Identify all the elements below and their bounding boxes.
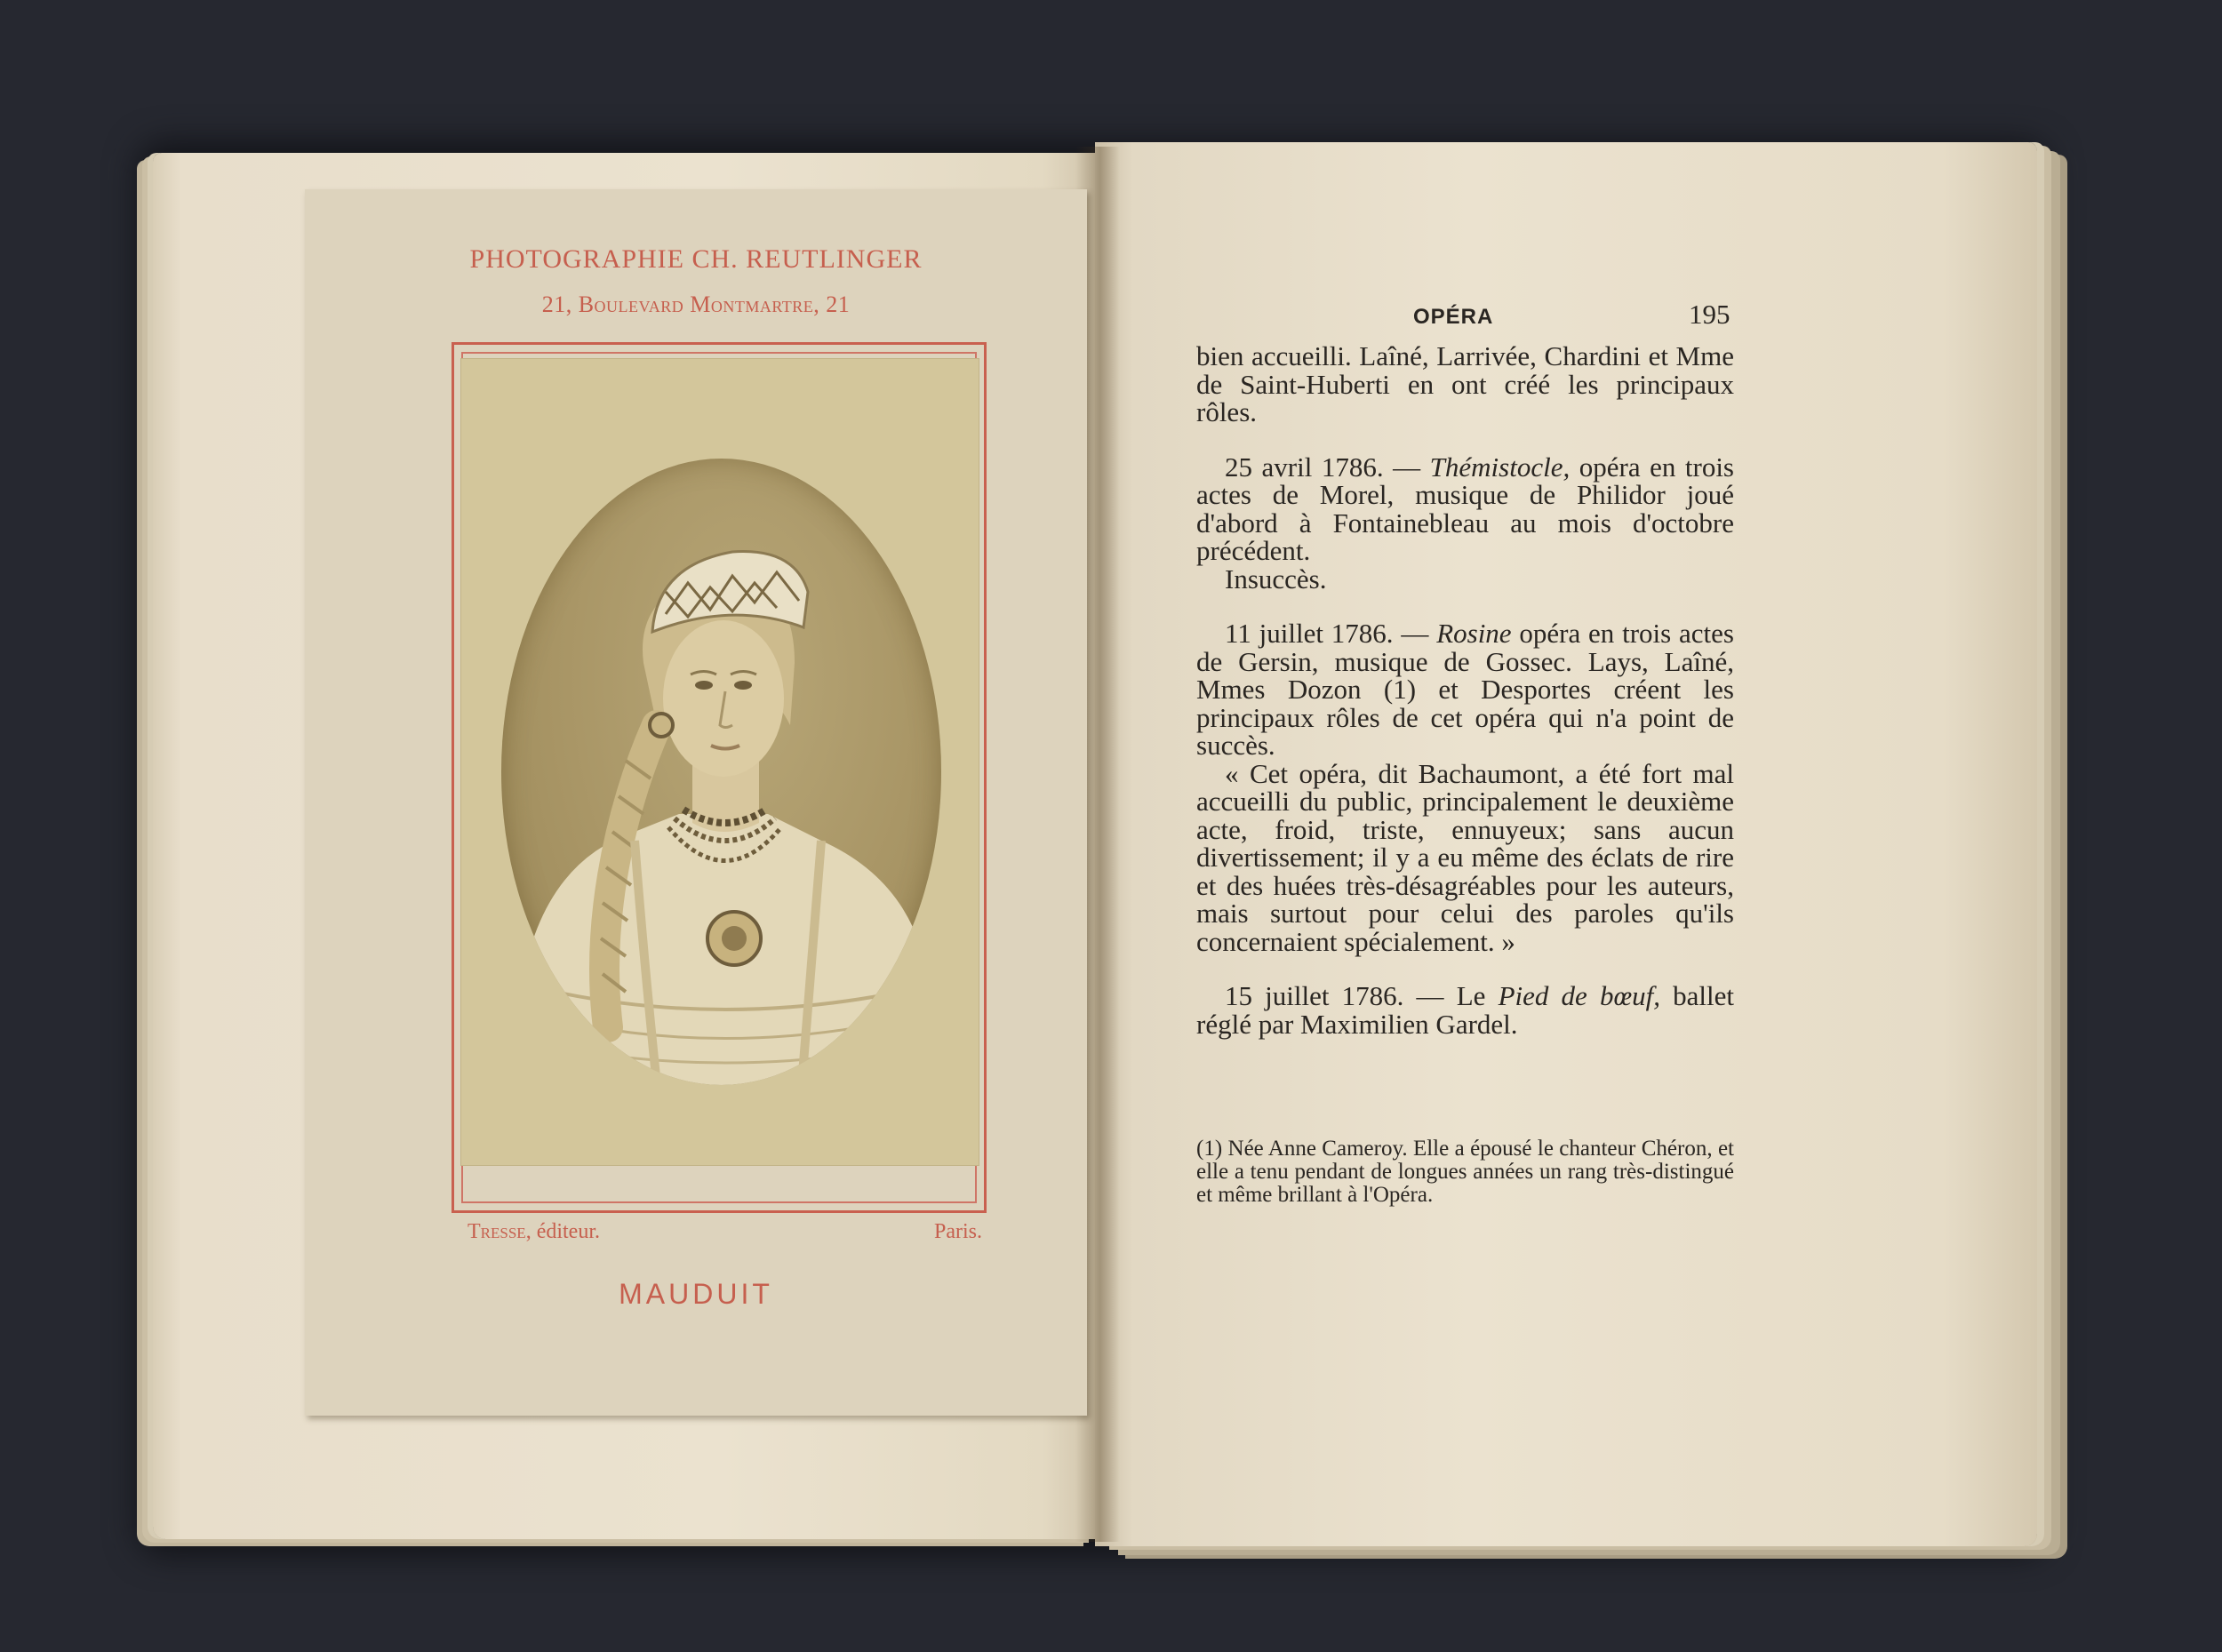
entry-date: 25 avril 1786. — [1225, 451, 1430, 483]
sitter-name: MAUDUIT [619, 1278, 773, 1310]
paragraph: bien accueilli. Laîné, Larrivée, Chardini et Mme de Saint-Huberti en ont créé les principaux rôles. [1196, 340, 1734, 427]
page-number: 195 [1689, 299, 1730, 330]
running-head: OPÉRA [1413, 305, 1494, 329]
paragraph [1196, 453, 1734, 565]
entry-text: ballet réglé par Maximilien Gardel. [1196, 980, 1734, 1040]
paragraph: « Cet opéra, dit Bachaumont, a été fort mal accueilli du public, principalement le deuxième acte, froid, triste, ennuyeux; sans aucun divertissement; il y a eu même des éclats de rire et des huées très-désagréables pour les auteurs, mais surtout pour celui des paroles qu'ils concernaient spécialement. » [1196, 757, 1734, 957]
photo-mount-card [305, 189, 1087, 1416]
paragraph: Insuccès. [1225, 563, 1327, 595]
footnote: (1) Née Anne Cameroy. Elle a épousé le chanteur Chéron, et elle a tenu pendant de longues années un rang très-distingué et même brillant à l'Opéra. [1196, 1137, 1734, 1207]
publisher-credit [468, 1220, 600, 1244]
publisher-name: Tresse [468, 1220, 526, 1243]
entry-text: opéra en trois actes de Morel, musique de Philidor joué d'abord à Fontainebleau au mois d'octobre précédent. [1196, 451, 1734, 566]
publisher-suffix: , éditeur. [525, 1220, 600, 1243]
studio-address: 21, Boulevard Montmartre, 21 [541, 291, 851, 317]
work-title: Rosine [1436, 618, 1512, 649]
paragraph [1196, 982, 1734, 1038]
entry-text: opéra en trois actes de Gersin, musique de Gossec. Lays, Laîné, Mmes Dozon (1) et Desportes créent les principaux rôles de cet opéra qui n'a point de succès. [1196, 618, 1734, 761]
paragraph [1196, 619, 1734, 760]
work-title: Pied de bœuf, [1498, 980, 1660, 1011]
entry-date: 15 juillet 1786. — Le [1225, 980, 1499, 1011]
studio-name: PHOTOGRAPHIE CH. REUTLINGER [469, 244, 923, 274]
portrait-figure [501, 459, 941, 1085]
page-text [1196, 342, 1734, 1038]
work-title: Thémistocle, [1429, 451, 1571, 483]
entry-date: 11 juillet 1786. — [1225, 618, 1437, 649]
city-credit: Paris. [934, 1220, 982, 1243]
portrait-oval [501, 459, 941, 1085]
photograph [460, 358, 979, 1166]
